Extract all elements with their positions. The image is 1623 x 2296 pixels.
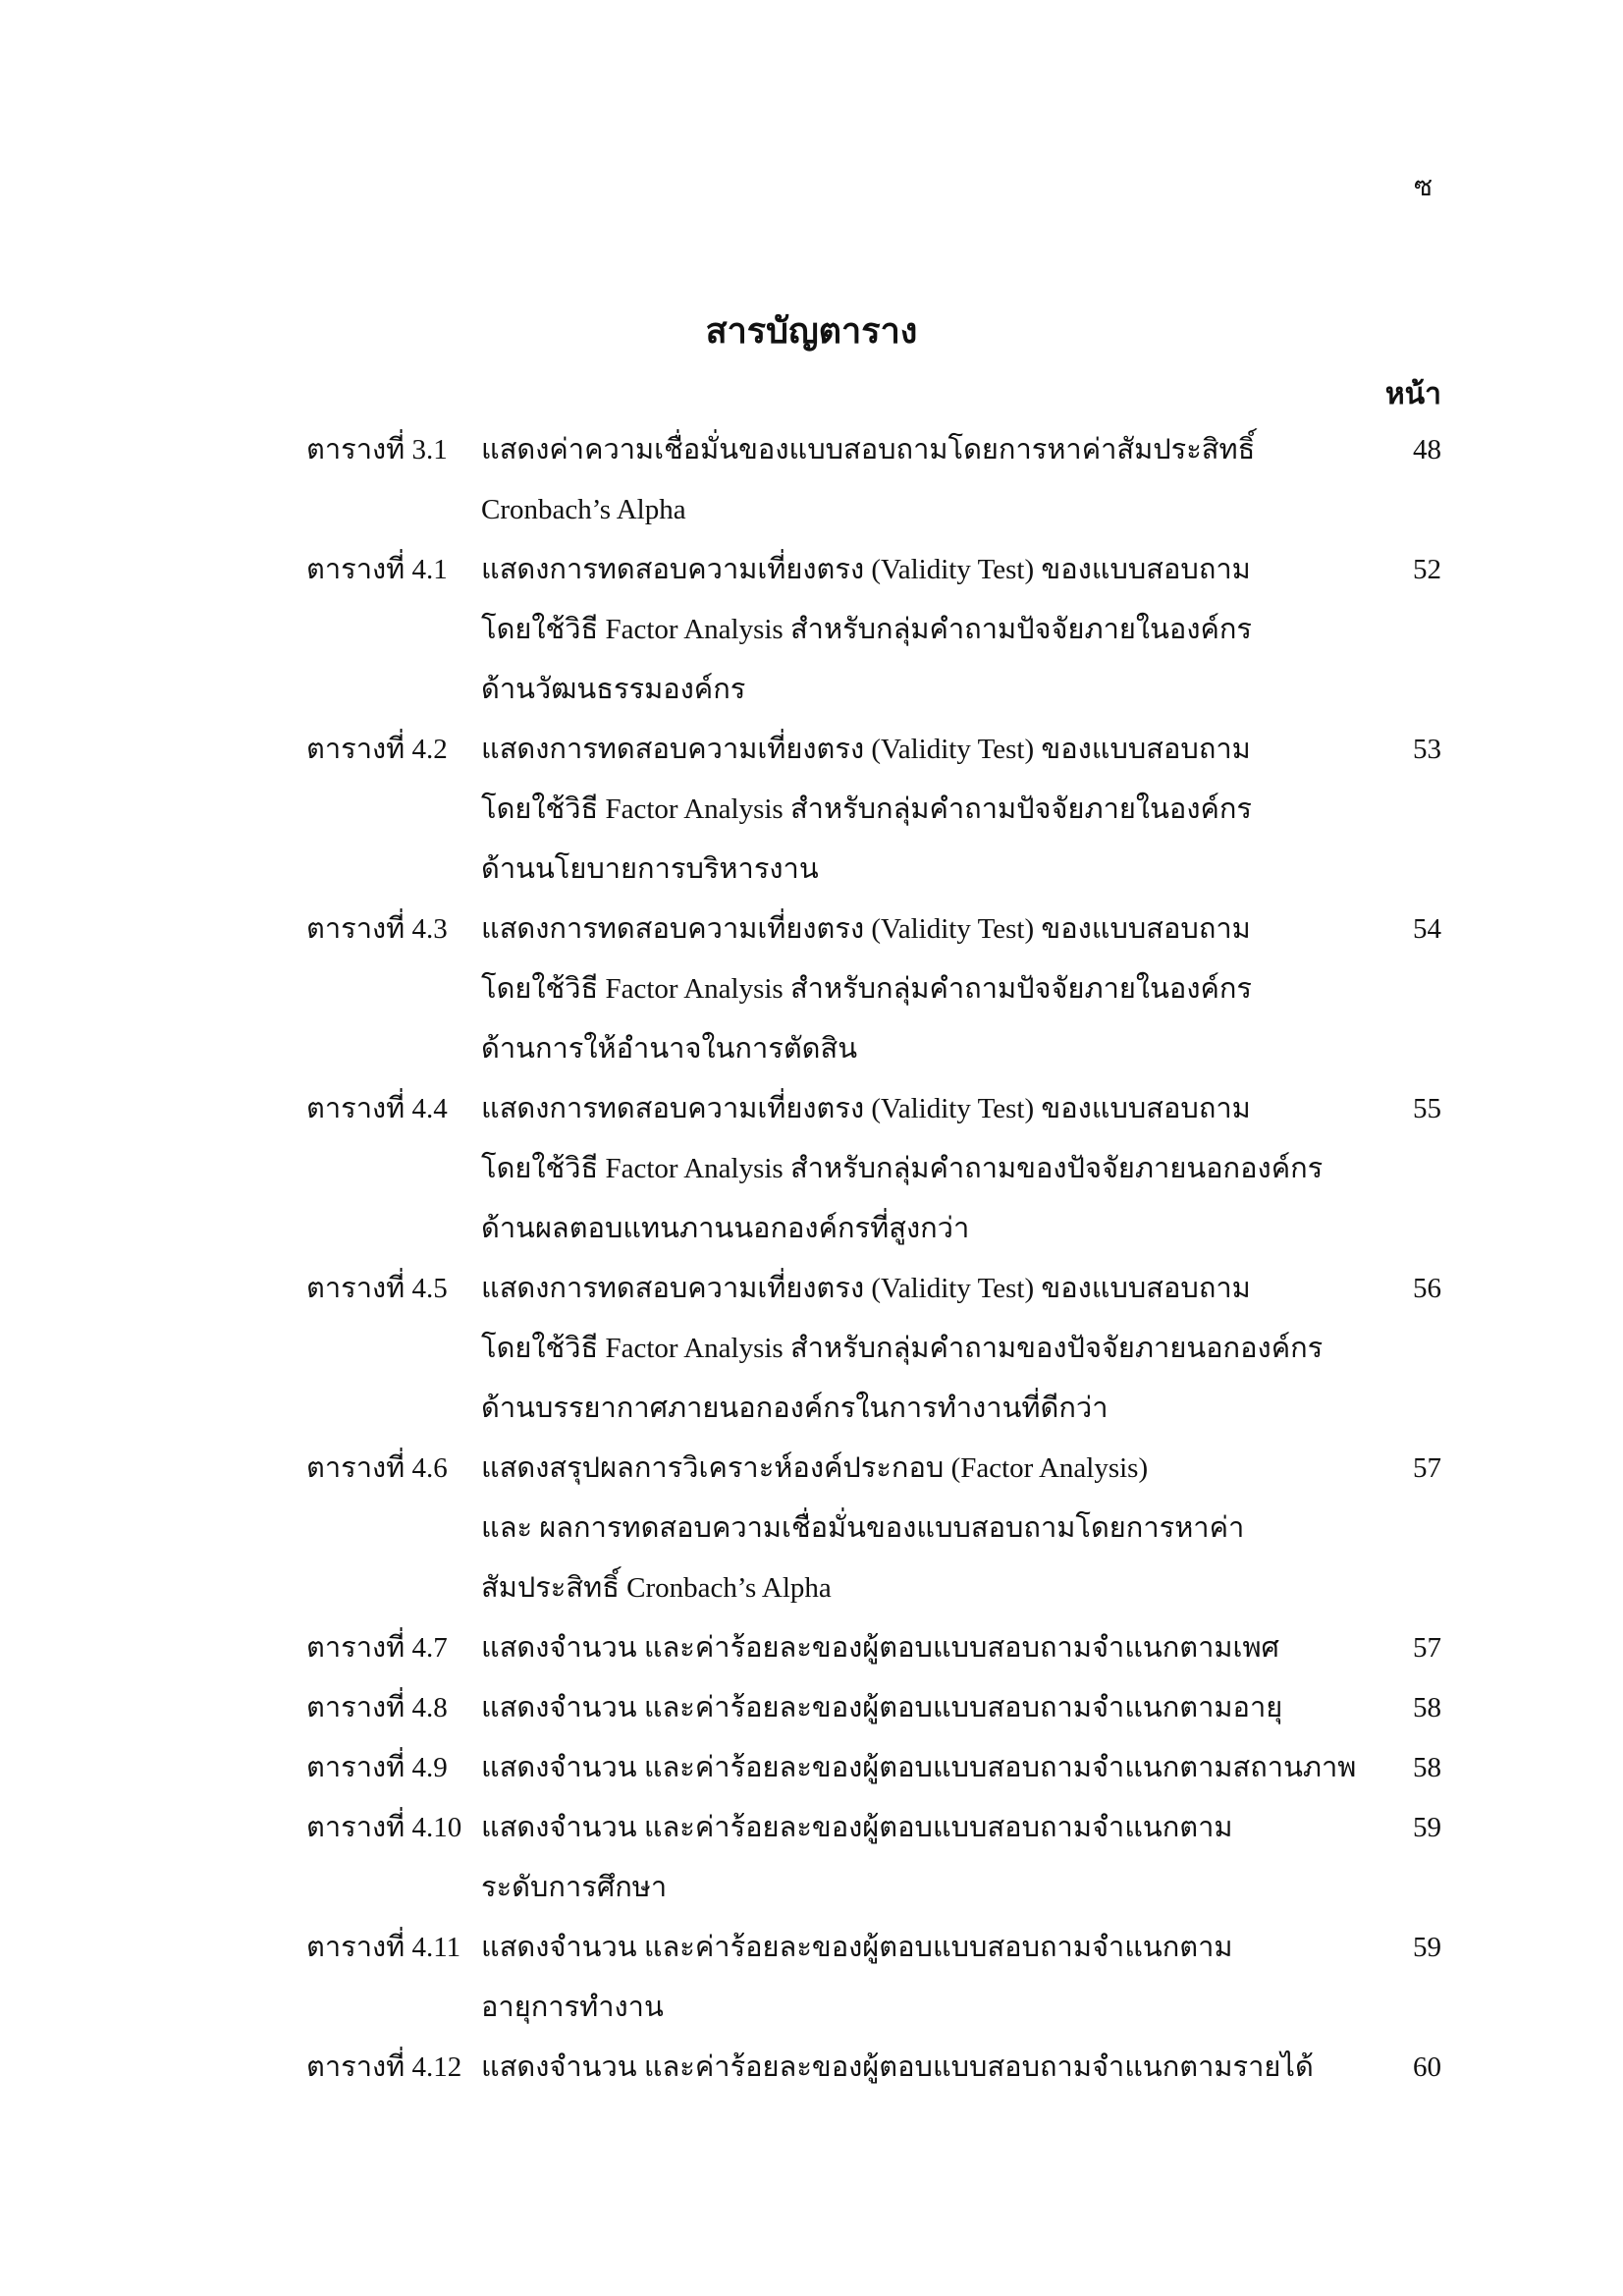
toc-entry-description	[481, 720, 1345, 900]
toc-entry-page-number: 54	[1413, 913, 1441, 945]
toc-entry-line: แสดงจำนวน และค่าร้อยละของผู้ตอบแบบสอบถามจำแนกตาม	[481, 1932, 1233, 1963]
page-title: สารบัญตาราง	[705, 311, 918, 351]
toc-entry-line: แสดงการทดสอบความเที่ยงตรง (Validity Test) ของแบบสอบถาม	[481, 1093, 1251, 1124]
toc-entry	[0, 1738, 1623, 1798]
toc-entry-line: ด้านนโยบายการบริหารงาน	[481, 853, 819, 885]
toc-entry-label: ตารางที่ 4.11	[306, 1932, 461, 1963]
toc-entry-line: แสดงการทดสอบความเที่ยงตรง (Validity Test) ของแบบสอบถาม	[481, 734, 1251, 765]
toc-entry-line: โดยใช้วิธี Factor Analysis สำหรับกลุ่มคำถามปัจจัยภายในองค์กร	[481, 973, 1253, 1005]
toc-entry	[0, 1439, 1623, 1618]
toc-entry-line: โดยใช้วิธี Factor Analysis สำหรับกลุ่มคำถามปัจจัยภายในองค์กร	[481, 793, 1253, 825]
toc-entry-description	[481, 1439, 1345, 1618]
toc-entry-label: ตารางที่ 4.1	[306, 554, 448, 585]
toc-entry-description	[481, 1678, 1345, 1738]
toc-entry-line: แสดงการทดสอบความเที่ยงตรง (Validity Test) ของแบบสอบถาม	[481, 1273, 1251, 1304]
toc-entry	[0, 900, 1623, 1079]
toc-entry-description	[481, 540, 1345, 720]
toc-entry	[0, 720, 1623, 900]
toc-entry-page-number: 59	[1413, 1932, 1441, 1963]
toc-entry-description	[481, 1259, 1345, 1439]
table-of-contents	[0, 420, 1623, 2098]
toc-entry-line: ด้านการให้อำนาจในการตัดสิน	[481, 1033, 858, 1065]
toc-entry-label: ตารางที่ 4.9	[306, 1752, 448, 1783]
toc-entry-description	[481, 1618, 1345, 1678]
toc-entry-page-number: 55	[1413, 1093, 1441, 1124]
toc-entry-line: แสดงจำนวน และค่าร้อยละของผู้ตอบแบบสอบถามจำแนกตามอายุ	[481, 1692, 1283, 1723]
toc-entry-line: แสดงการทดสอบความเที่ยงตรง (Validity Test) ของแบบสอบถาม	[481, 913, 1251, 945]
toc-entry-label: ตารางที่ 4.4	[306, 1093, 448, 1124]
toc-entry-line: แสดงจำนวน และค่าร้อยละของผู้ตอบแบบสอบถามจำแนกตาม	[481, 1812, 1233, 1843]
toc-entry-label: ตารางที่ 4.7	[306, 1632, 448, 1664]
toc-entry-line: Cronbach’s Alpha	[481, 494, 686, 525]
toc-entry-label: ตารางที่ 4.5	[306, 1273, 448, 1304]
toc-entry-page-number: 57	[1413, 1632, 1441, 1664]
toc-entry-label: ตารางที่ 4.12	[306, 2051, 462, 2083]
toc-entry-label: ตารางที่ 4.2	[306, 734, 448, 765]
toc-entry-description	[481, 1079, 1345, 1259]
toc-entry-page-number: 58	[1413, 1692, 1441, 1723]
toc-entry-line: และ ผลการทดสอบความเชื่อมั่นของแบบสอบถามโดยการหาค่า	[481, 1512, 1245, 1544]
toc-entry	[0, 1918, 1623, 2038]
toc-entry-page-number: 57	[1413, 1452, 1441, 1484]
toc-entry-line: โดยใช้วิธี Factor Analysis สำหรับกลุ่มคำถามของปัจจัยภายนอกองค์กร	[481, 1333, 1324, 1364]
toc-entry-line: โดยใช้วิธี Factor Analysis สำหรับกลุ่มคำถามของปัจจัยภายนอกองค์กร	[481, 1153, 1324, 1184]
toc-entry-label: ตารางที่ 4.10	[306, 1812, 462, 1843]
toc-entry-line: อายุการทำงาน	[481, 1992, 664, 2023]
toc-entry-description	[481, 1738, 1357, 1798]
toc-entry-line: แสดงสรุปผลการวิเคราะห์องค์ประกอบ (Factor Analysis)	[481, 1452, 1149, 1484]
toc-entry-line: สัมประสิทธิ์ Cronbach’s Alpha	[481, 1572, 832, 1604]
toc-entry-label: ตารางที่ 4.3	[306, 913, 448, 945]
toc-entry-line: แสดงการทดสอบความเที่ยงตรง (Validity Test) ของแบบสอบถาม	[481, 554, 1251, 585]
toc-entry	[0, 540, 1623, 720]
toc-entry-label: ตารางที่ 4.8	[306, 1692, 448, 1723]
toc-entry-line: ด้านวัฒนธรรมองค์กร	[481, 674, 746, 705]
page-column-header: หน้า	[1384, 378, 1441, 410]
toc-entry	[0, 1079, 1623, 1259]
toc-entry	[0, 1259, 1623, 1439]
toc-entry	[0, 2038, 1623, 2098]
toc-entry-page-number: 52	[1413, 554, 1441, 585]
toc-entry-description	[481, 420, 1345, 540]
toc-entry	[0, 1678, 1623, 1738]
page-number: ซ	[1414, 172, 1434, 202]
toc-entry-line: แสดงค่าความเชื่อมั่นของแบบสอบถามโดยการหาค่าสัมประสิทธิ์	[481, 434, 1256, 465]
toc-entry-line: แสดงจำนวน และค่าร้อยละของผู้ตอบแบบสอบถามจำแนกตามสถานภาพ	[481, 1752, 1357, 1783]
toc-entry-label: ตารางที่ 4.6	[306, 1452, 448, 1484]
toc-entry-page-number: 48	[1413, 434, 1441, 465]
toc-entry-line: ด้านบรรยากาศภายนอกองค์กรในการทำงานที่ดีกว่า	[481, 1393, 1109, 1424]
toc-entry-line: ด้านผลตอบแทนภานนอกองค์กรที่สูงกว่า	[481, 1213, 970, 1244]
toc-entry-page-number: 60	[1413, 2051, 1441, 2083]
toc-entry-line: ระดับการศึกษา	[481, 1872, 668, 1903]
toc-entry	[0, 1618, 1623, 1678]
toc-entry-line: แสดงจำนวน และค่าร้อยละของผู้ตอบแบบสอบถามจำแนกตามเพศ	[481, 1632, 1279, 1664]
toc-entry-description	[481, 1918, 1345, 2038]
toc-entry-page-number: 58	[1413, 1752, 1441, 1783]
toc-entry-line: แสดงจำนวน และค่าร้อยละของผู้ตอบแบบสอบถามจำแนกตามรายได้	[481, 2051, 1314, 2083]
toc-entry-page-number: 53	[1413, 734, 1441, 765]
toc-entry-description	[481, 1798, 1345, 1918]
toc-entry-description	[481, 2038, 1345, 2098]
toc-entry-label: ตารางที่ 3.1	[306, 434, 448, 465]
toc-entry-line: โดยใช้วิธี Factor Analysis สำหรับกลุ่มคำถามปัจจัยภายในองค์กร	[481, 614, 1253, 645]
toc-entry	[0, 1798, 1623, 1918]
toc-entry-page-number: 56	[1413, 1273, 1441, 1304]
toc-entry	[0, 420, 1623, 540]
toc-entry-page-number: 59	[1413, 1812, 1441, 1843]
toc-entry-description	[481, 900, 1345, 1079]
